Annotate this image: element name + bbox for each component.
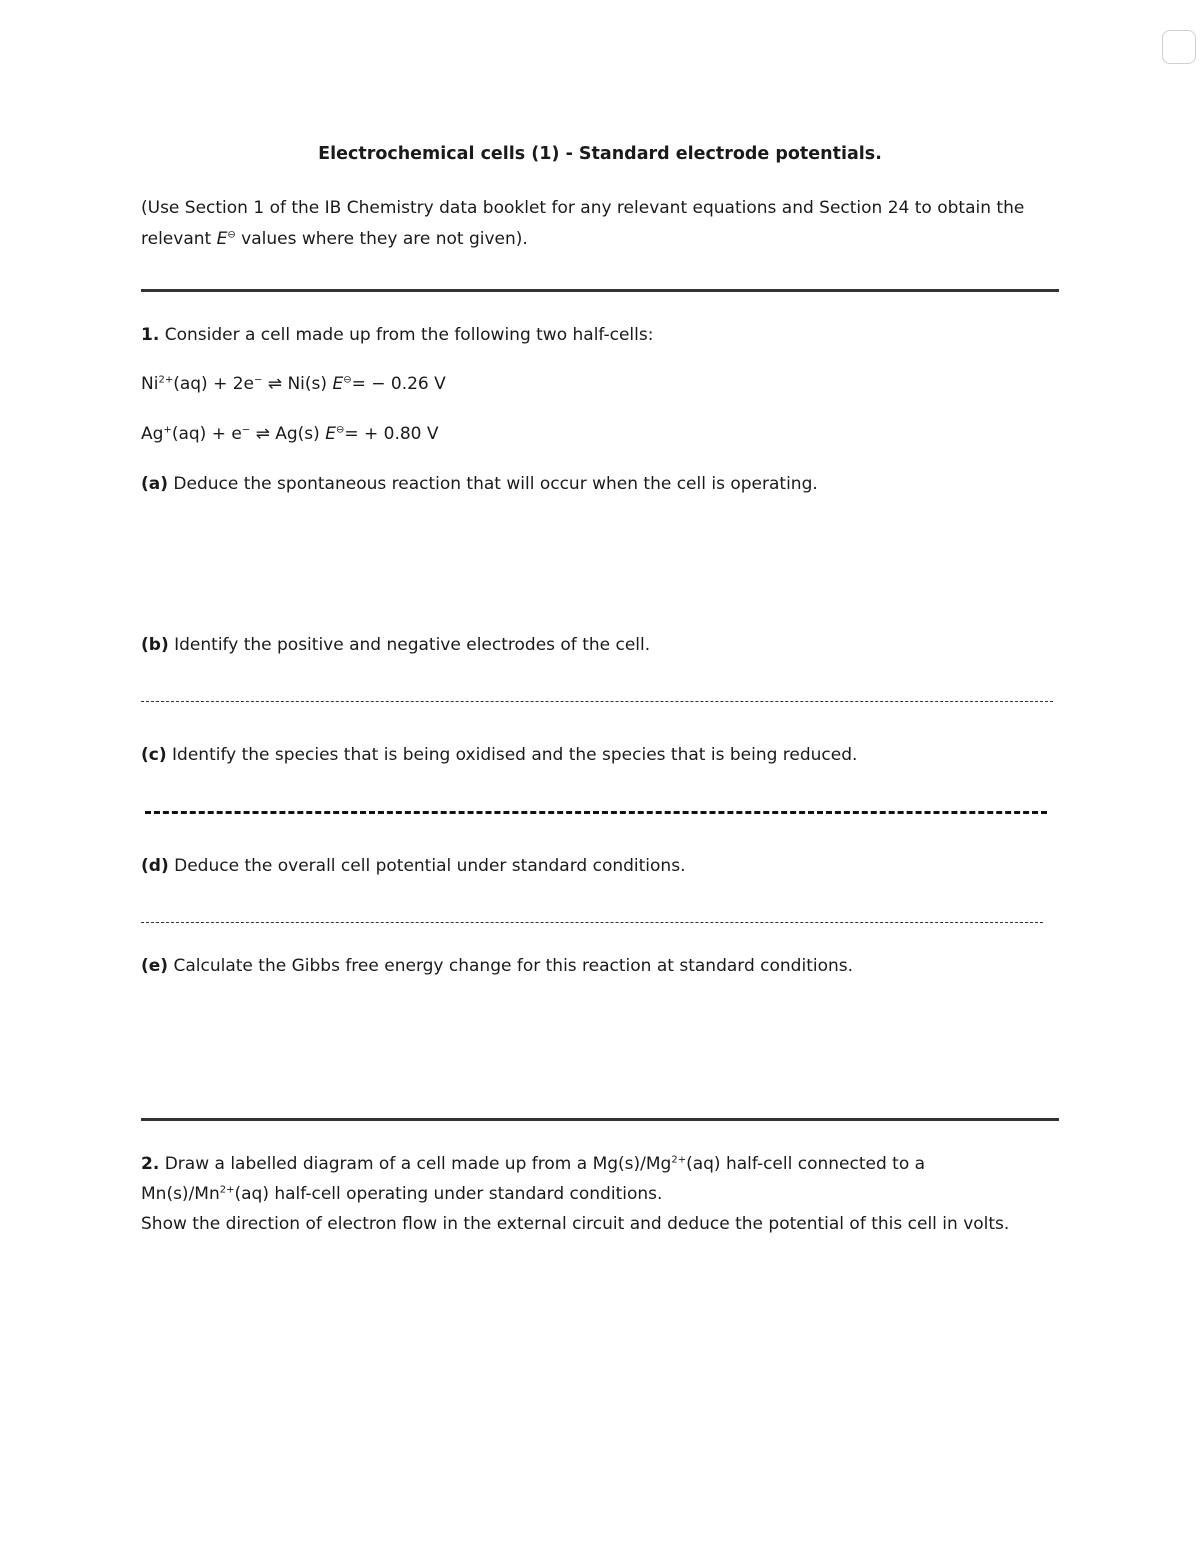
- q1-part-e: [141, 951, 1061, 981]
- intro-line-1: (Use Section 1 of the IB Chemistry data booklet for any relevant equations and Section 24 to obtain the: [141, 198, 1025, 218]
- product: Ag(s): [275, 424, 326, 444]
- q1-part-b: [141, 630, 1061, 660]
- theta-symbol: ⊖: [343, 374, 352, 386]
- part-text: Identify the positive and negative electrodes of the cell.: [174, 635, 651, 655]
- e-symbol: E: [325, 424, 336, 444]
- page-corner-button[interactable]: [1162, 30, 1196, 64]
- q2-text: (aq) half-cell connected to a: [686, 1154, 926, 1174]
- reactant-rest: (aq) + 2e: [173, 374, 255, 394]
- q1-prompt: [141, 320, 1061, 350]
- potential-value: = + 0.80 V: [344, 424, 439, 444]
- q1-part-c: [141, 740, 1061, 770]
- half-cell-1: $Ni^{2+}(aq) + 2e^-$ ⇌ Ni(s) E⊖= − 0.26 V: [141, 374, 446, 394]
- e-symbol: E: [216, 229, 228, 249]
- part-label: (d): [141, 856, 169, 876]
- reactant-rest: (aq) + e: [171, 424, 242, 444]
- part-label: (c): [141, 745, 167, 765]
- theta-symbol: ⊖: [227, 229, 236, 241]
- part-text: Identify the species that is being oxidised and the species that is being reduced.: [172, 745, 858, 765]
- potential-value: = − 0.26 V: [351, 374, 446, 394]
- answer-line-d: [141, 922, 1043, 923]
- q2-text: (aq) half-cell operating under standard conditions.: [234, 1184, 663, 1204]
- intro-line-2: [141, 224, 1061, 255]
- part-label: (e): [141, 956, 169, 976]
- product: Ni(s): [287, 374, 333, 394]
- charge: 2+: [158, 374, 174, 386]
- species: Ag: [141, 424, 164, 444]
- part-text: Deduce the overall cell potential under standard conditions.: [174, 856, 686, 876]
- q1-part-a: [141, 469, 1061, 499]
- charge: 2+: [219, 1184, 235, 1196]
- page-title: Electrochemical cells (1) - Standard electrode potentials.: [318, 144, 882, 164]
- q2-line-2: [141, 1179, 1061, 1209]
- answer-line-b: [141, 701, 1053, 702]
- question-text: Consider a cell made up from the following two half-cells:: [164, 325, 654, 345]
- question-number: 2.: [141, 1154, 160, 1174]
- equilibrium-arrow: ⇌: [262, 374, 288, 394]
- section-divider: [141, 289, 1059, 292]
- theta-symbol: ⊖: [335, 424, 345, 436]
- q2-text: Draw a labelled diagram of a cell made up from a Mg(s)/Mg: [164, 1154, 672, 1174]
- q2-line-1: [141, 1149, 1061, 1179]
- intro-paragraph: [141, 193, 1061, 255]
- species: Ni: [141, 374, 159, 394]
- intro-text: relevant: [141, 229, 217, 249]
- section-divider-2: [141, 1118, 1059, 1121]
- q2-block: [141, 1149, 1061, 1239]
- answer-line-c: [145, 811, 1047, 814]
- part-text: Calculate the Gibbs free energy change for this reaction at standard conditions.: [173, 956, 854, 976]
- part-label: (a): [141, 474, 169, 494]
- e-symbol: E: [332, 374, 344, 394]
- intro-text-end: values where they are not given).: [235, 229, 528, 249]
- question-number: 1.: [141, 325, 160, 345]
- q2-line-3: Show the direction of electron flow in the external circuit and deduce the potential of this cell in volts.: [141, 1214, 1010, 1234]
- equilibrium-arrow: ⇌: [250, 424, 276, 444]
- charge: +: [163, 424, 172, 436]
- charge: 2+: [671, 1154, 687, 1166]
- part-text: Deduce the spontaneous reaction that will occur when the cell is operating.: [173, 474, 818, 494]
- q1-part-d: [141, 851, 1061, 881]
- electron-charge: −: [241, 424, 251, 436]
- q2-text: Mn(s)/Mn: [141, 1184, 220, 1204]
- half-cell-2: [141, 419, 1061, 449]
- part-label: (b): [141, 635, 169, 655]
